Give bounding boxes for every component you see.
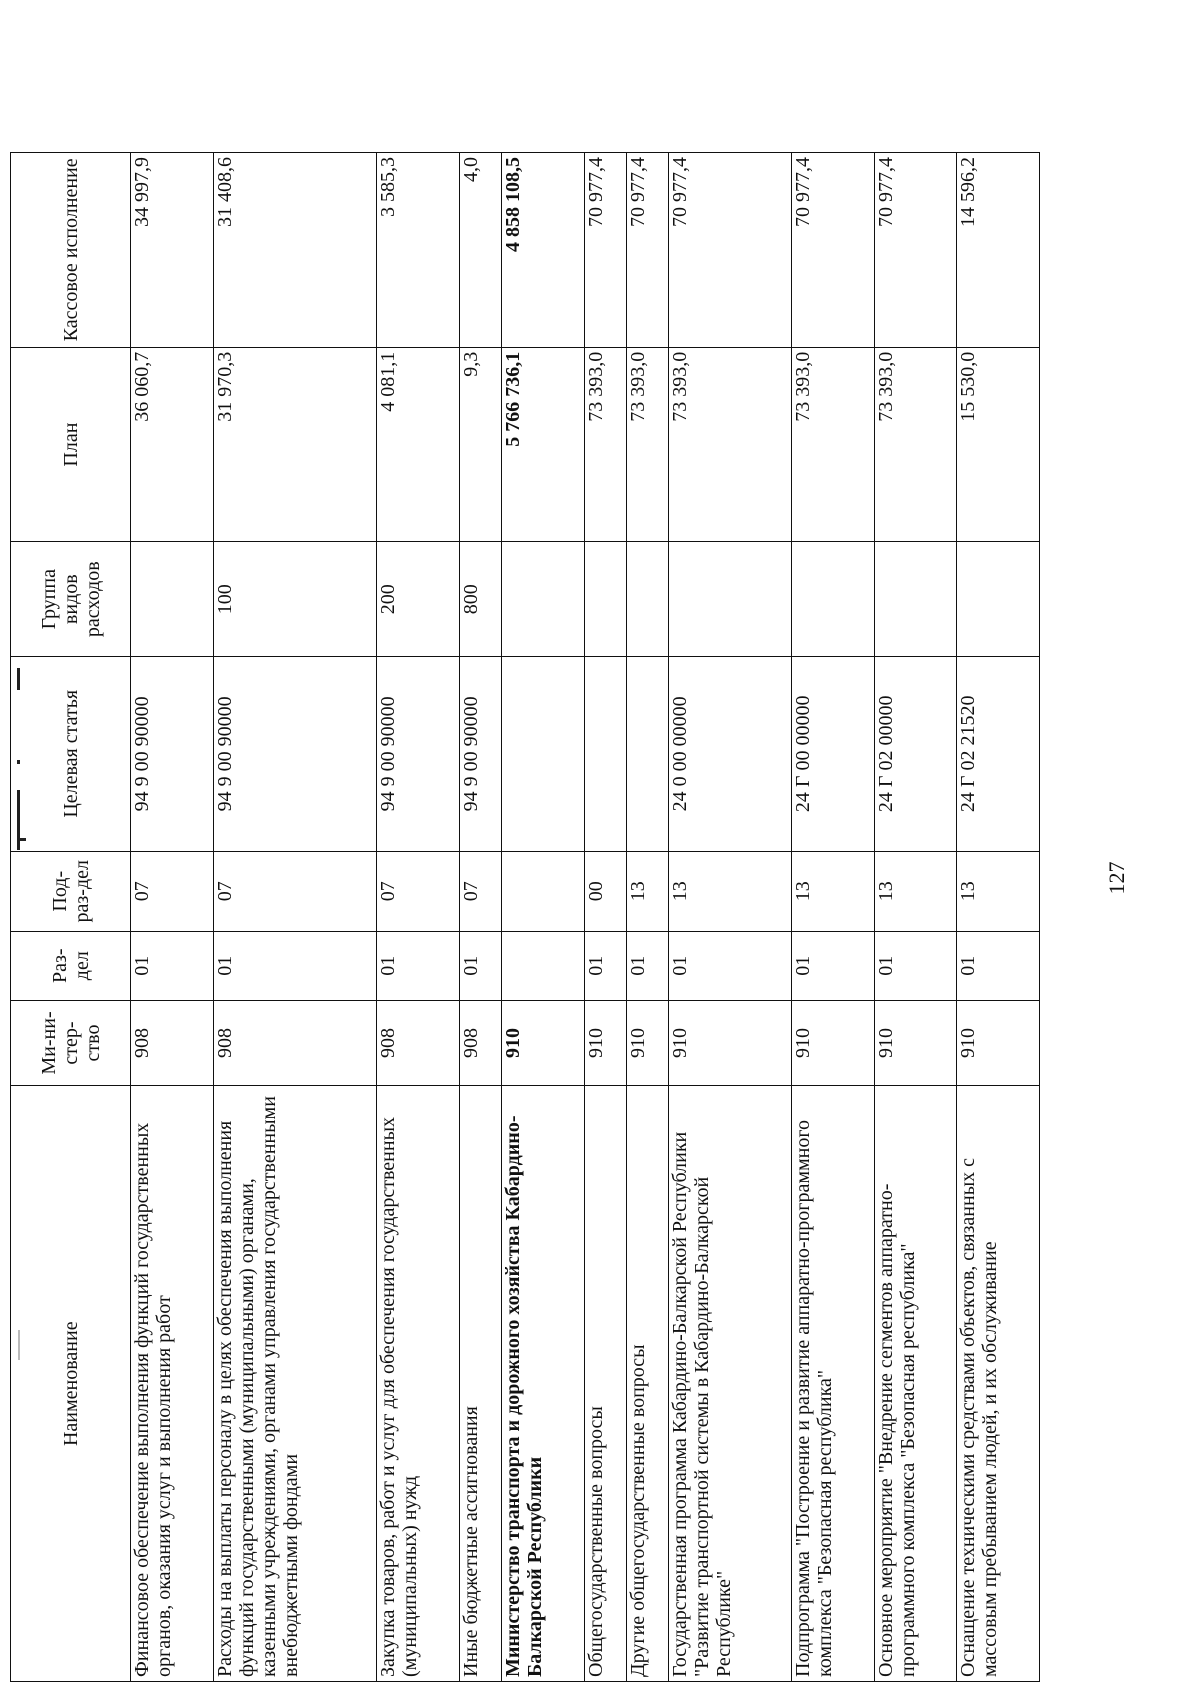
cell-subsection: 13: [792, 851, 875, 931]
header-group: Группа видов расходов: [11, 542, 131, 657]
table-row: [626, 153, 668, 1682]
cell-subsection: [501, 851, 584, 931]
cell-subsection: 13: [957, 851, 1040, 931]
cell-section: 01: [459, 931, 501, 1000]
cell-section: 01: [131, 931, 214, 1000]
cell-section: 01: [584, 931, 626, 1000]
cell-name: Оснащение техническими средствами объектов, связанных с массовым пребыванием людей, и их обслуживание: [957, 1086, 1040, 1682]
cell-cash: 4 858 108,5: [501, 153, 584, 348]
cell-group: [669, 542, 792, 657]
budget-table: [10, 152, 1040, 1682]
cell-subsection: 13: [669, 851, 792, 931]
cell-ministry: 908: [131, 1000, 214, 1086]
header-plan: План: [11, 347, 131, 542]
cell-subsection: 13: [874, 851, 957, 931]
cell-subsection: 07: [213, 851, 376, 931]
cell-cash: 70 977,4: [874, 153, 957, 348]
cell-group: [957, 542, 1040, 657]
header-cash: Кассовое исполнение: [11, 153, 131, 348]
cell-section: 01: [957, 931, 1040, 1000]
cell-name: Министерство транспорта и дорожного хозяйства Кабардино-Балкарской Республики: [501, 1086, 584, 1682]
cell-group: 200: [377, 542, 460, 657]
table-row: [377, 153, 460, 1682]
cell-cash: 34 997,9: [131, 153, 214, 348]
cell-plan: 73 393,0: [792, 347, 875, 542]
cell-section: 01: [626, 931, 668, 1000]
cell-name: Подпрограмма "Построение и развитие аппаратно-программного комплекса "Безопасная республика": [792, 1086, 875, 1682]
header-ministry: Ми-ни-стер-ство: [11, 1000, 131, 1086]
cell-section: 01: [874, 931, 957, 1000]
cell-plan: 15 530,0: [957, 347, 1040, 542]
cell-section: 01: [213, 931, 376, 1000]
table-row: [459, 153, 501, 1682]
cell-cash: 3 585,3: [377, 153, 460, 348]
cell-subsection: 13: [626, 851, 668, 931]
cell-cash: 70 977,4: [626, 153, 668, 348]
cell-target: 94 9 00 90000: [459, 656, 501, 851]
cell-plan: 73 393,0: [584, 347, 626, 542]
cell-target: 24 Г 02 00000: [874, 656, 957, 851]
cell-subsection: 07: [459, 851, 501, 931]
cell-target: [584, 656, 626, 851]
cell-target: 94 9 00 90000: [213, 656, 376, 851]
cell-ministry: 910: [669, 1000, 792, 1086]
header-name: Наименование: [11, 1086, 131, 1682]
cell-ministry: 910: [957, 1000, 1040, 1086]
table-row: [131, 153, 214, 1682]
cell-cash: 31 408,6: [213, 153, 376, 348]
cell-ministry: 910: [874, 1000, 957, 1086]
table-row: [669, 153, 792, 1682]
cell-ministry: 910: [626, 1000, 668, 1086]
cell-group: [131, 542, 214, 657]
header-target: Целевая статья: [11, 656, 131, 851]
cell-subsection: 00: [584, 851, 626, 931]
cell-plan: 36 060,7: [131, 347, 214, 542]
cell-ministry: 910: [792, 1000, 875, 1086]
table-row: [501, 153, 584, 1682]
cell-plan: 31 970,3: [213, 347, 376, 542]
cell-group: [501, 542, 584, 657]
cell-group: [792, 542, 875, 657]
cell-target: 24 Г 00 00000: [792, 656, 875, 851]
cell-plan: 73 393,0: [626, 347, 668, 542]
cell-ministry: 910: [501, 1000, 584, 1086]
cell-plan: 4 081,1: [377, 347, 460, 542]
cell-ministry: 910: [584, 1000, 626, 1086]
cell-target: 94 9 00 90000: [131, 656, 214, 851]
table-row: [792, 153, 875, 1682]
table-row: [957, 153, 1040, 1682]
cell-plan: 73 393,0: [874, 347, 957, 542]
cell-plan: 73 393,0: [669, 347, 792, 542]
cell-cash: 70 977,4: [584, 153, 626, 348]
cell-target: 24 Г 02 21520: [957, 656, 1040, 851]
cell-subsection: 07: [131, 851, 214, 931]
cell-cash: 70 977,4: [669, 153, 792, 348]
cell-target: [626, 656, 668, 851]
cell-cash: 14 596,2: [957, 153, 1040, 348]
header-section: Раз-дел: [11, 931, 131, 1000]
table-row: [584, 153, 626, 1682]
cell-subsection: 07: [377, 851, 460, 931]
page-number: 127: [1104, 861, 1129, 895]
scan-marks: [0, 0, 40, 1697]
cell-name: Закупка товаров, работ и услуг для обеспечения государственных (муниципальных) нужд: [377, 1086, 460, 1682]
cell-ministry: 908: [377, 1000, 460, 1086]
cell-target: 24 0 00 00000: [669, 656, 792, 851]
cell-cash: 4,0: [459, 153, 501, 348]
cell-cash: 70 977,4: [792, 153, 875, 348]
table-row: [213, 153, 376, 1682]
cell-plan: 5 766 736,1: [501, 347, 584, 542]
cell-name: Государственная программа Кабардино-Балкарской Республики "Развитие транспортной системы в Кабардино-Балкарской Республике": [669, 1086, 792, 1682]
cell-group: [626, 542, 668, 657]
table-row: [874, 153, 957, 1682]
cell-section: 01: [377, 931, 460, 1000]
cell-section: 01: [792, 931, 875, 1000]
cell-group: 100: [213, 542, 376, 657]
cell-section: [501, 931, 584, 1000]
cell-name: Финансовое обеспечение выполнения функций государственных органов, оказания услуг и выполнения работ: [131, 1086, 214, 1682]
cell-name: Другие общегосударственные вопросы: [626, 1086, 668, 1682]
header-subsection: Под-раз-дел: [11, 851, 131, 931]
cell-group: [874, 542, 957, 657]
cell-section: 01: [669, 931, 792, 1000]
cell-name: Основное мероприятие "Внедрение сегментов аппаратно-программного комплекса "Безопасная республика": [874, 1086, 957, 1682]
cell-target: 94 9 00 90000: [377, 656, 460, 851]
cell-name: Общегосударственные вопросы: [584, 1086, 626, 1682]
cell-group: 800: [459, 542, 501, 657]
cell-plan: 9,3: [459, 347, 501, 542]
cell-target: [501, 656, 584, 851]
cell-ministry: 908: [213, 1000, 376, 1086]
cell-name: Расходы на выплаты персоналу в целях обеспечения выполнения функций государственными (муниципальными) органами, казенными учреждениями, органами управления государственными внебюджетными фондами: [213, 1086, 376, 1682]
cell-ministry: 908: [459, 1000, 501, 1086]
cell-group: [584, 542, 626, 657]
cell-name: Иные бюджетные ассигнования: [459, 1086, 501, 1682]
